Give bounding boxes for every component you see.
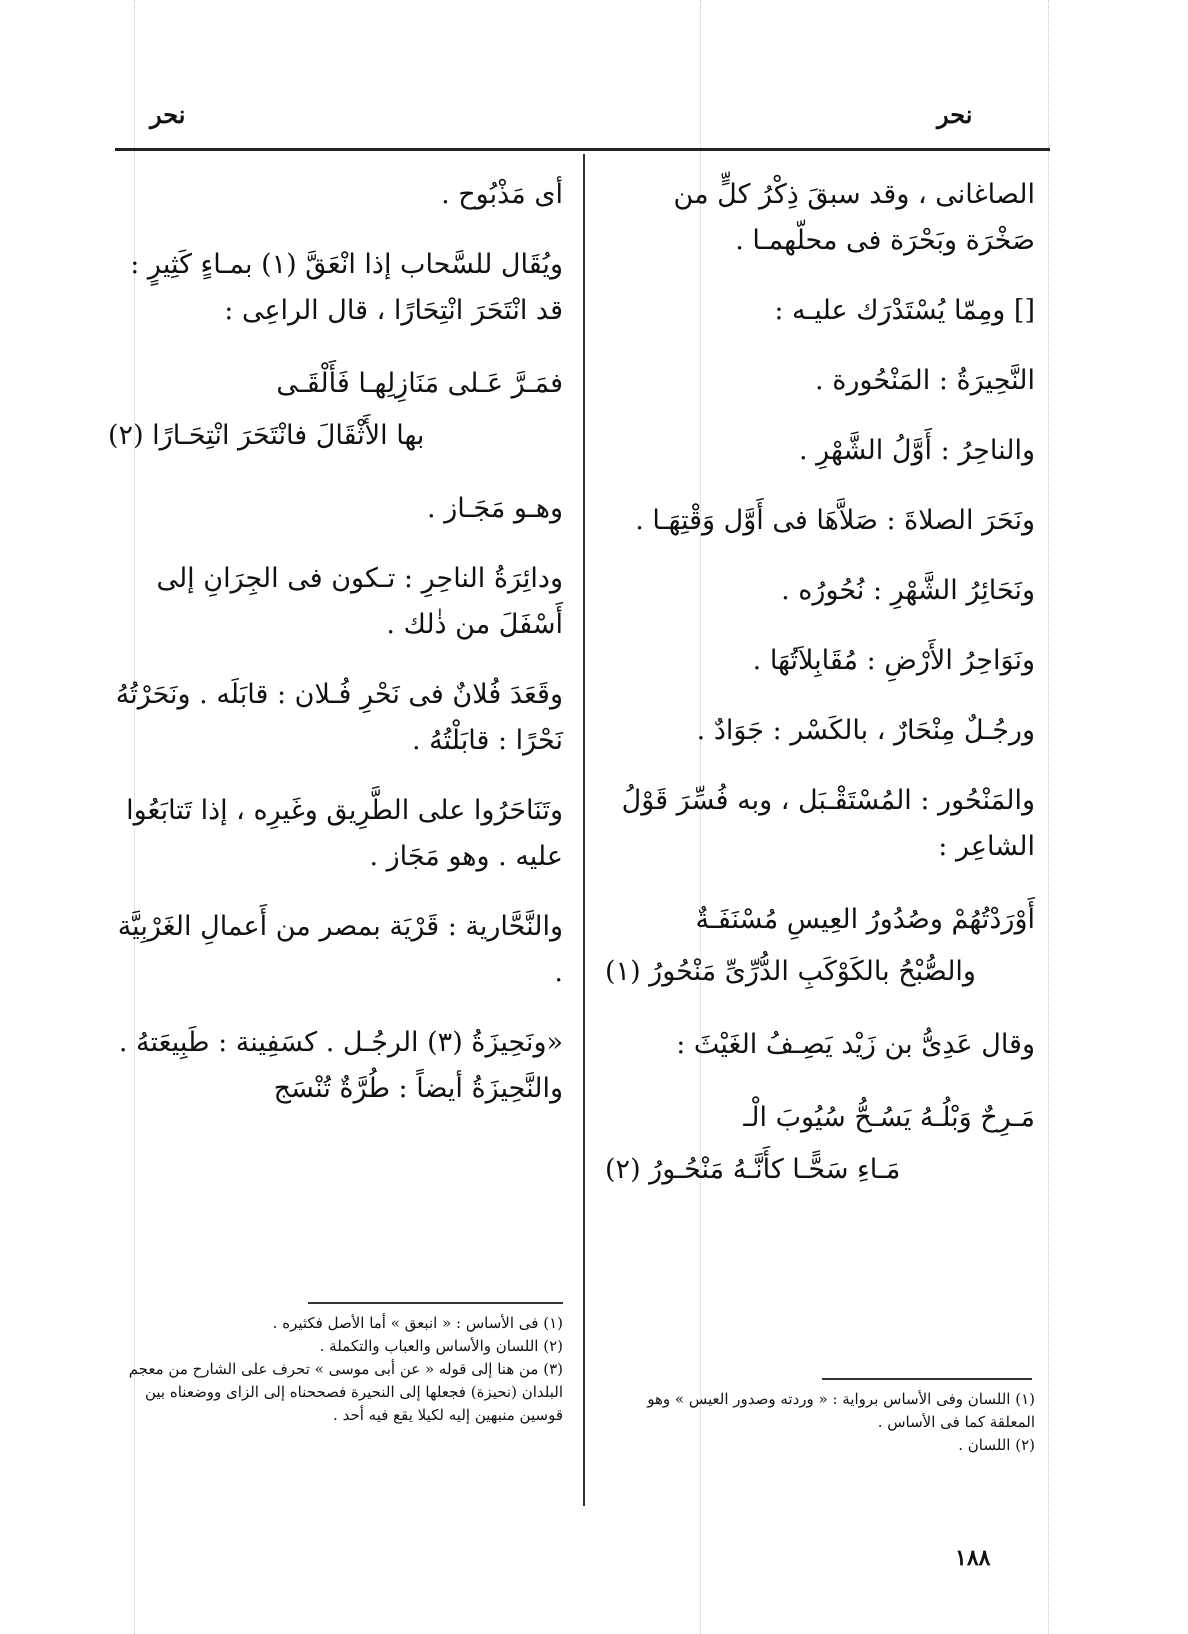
verse-hemistich: مَـرِحٌ وَبْلُـهُ يَسُـحُّ سُيُوبَ الْـ	[743, 1102, 1035, 1133]
paragraph: والناحِرُ : أَوَّلُ الشَّهْرِ .	[798, 435, 1035, 466]
poetry-verse	[108, 358, 563, 462]
footnote: (١) اللسان وفى الأساس برواية : « وردته وصدور العيس » وهو المعلقة كما فى الأساس .	[647, 1390, 1035, 1431]
paragraph: النَّحِيرَةُ : المَنْحُورة .	[815, 365, 1035, 396]
verse-hemistich: مَـاءِ سَحًّـا كأَنَّـهُ مَنْحُـورُ (٢)	[605, 1154, 901, 1185]
right-column	[605, 172, 1035, 1220]
footnote-rule	[822, 1378, 1032, 1380]
left-footnotes	[108, 1312, 563, 1427]
page-number: ١٨٨	[955, 1545, 991, 1571]
paragraph: ونَحَائِرُ الشَّهْرِ : نُحُورُه .	[781, 575, 1035, 606]
verse-hemistich: أَوْرَدْتُهُمْ وصُدُورُ العِيسِ مُسْنَفَـةٌ	[695, 904, 1035, 935]
header-left-word: نحر	[150, 100, 186, 129]
paragraph: وقَعَدَ فُلانٌ فى نَحْرِ فُـلان : قابَلَه . ونَحَرْتُهُ نَحْرًا : قابَلْتُهُ .	[115, 679, 563, 756]
right-footnotes	[605, 1388, 1035, 1457]
footnote: (٢) اللسان والأساس والعباب والتكملة .	[319, 1337, 563, 1355]
paragraph: ويُقَال للسَّحاب إذا انْعَقَّ (١) بمـاءٍ كَثِيرٍ : قد انْتَحَرَ انْتِحَارًا ، قال الراعِى :	[130, 249, 563, 326]
header-rule	[115, 148, 1050, 151]
verse-hemistich: والصُّبْحُ بالكَوْكَبِ الدُّرِّىِّ مَنْحُورُ (١)	[605, 956, 976, 987]
paragraph: الصاغانى ، وقد سبقَ ذِكْرُ كلٍّ من صَخْرَة وبَحْرَة فى محلّهمـا .	[673, 179, 1035, 256]
footnote: (١) فى الأساس : « انبعق » أما الأصل فكثيره .	[272, 1314, 563, 1332]
paragraph: ورجُـلٌ مِنْحَارٌ ، بالكَسْر : جَوَادٌ .	[696, 715, 1035, 746]
paragraph: والمَنْحُور : المُسْتَقْـبَل ، وبه فُسِّرَ قَوْلُ الشاعِر :	[621, 785, 1035, 862]
paragraph: «ونَحِيزَةُ (٣) الرجُـل . كسَفِينة : طَبِيعَتهُ . والنَّحِيزَةُ أيضاً : طُرَّةٌ تُنْسَج	[118, 1027, 563, 1104]
paragraph: والنَّحَّارية : قَرْيَة بمصر من أَعمالِ الغَرْبِيَّة .	[117, 911, 563, 988]
verse-hemistich: فمَـرَّ عَـلى مَنَازِلِهـا فَأَلْقَـى	[276, 368, 563, 399]
footnote-rule	[308, 1302, 563, 1304]
paragraph: أى مَذْبُوح .	[441, 179, 563, 210]
header-right-word: نحر	[937, 100, 973, 129]
paragraph: ونَوَاحِرُ الأَرْضِ : مُقَابِلاَتُهَا .	[752, 645, 1035, 676]
poetry-verse	[605, 894, 1035, 998]
verse-hemistich: بها الأَثْقَالَ فانْتَحَرَ انْتِحَـارًا (٢)	[108, 420, 425, 451]
paragraph: وتَنَاحَرُوا على الطَّرِيق وغَيرِه ، إذا تَتابَعُوا عليه . وهو مَجَاز .	[126, 795, 563, 872]
footnote: (٢) اللسان .	[958, 1436, 1035, 1454]
paragraph: وهـو مَجَـاز .	[427, 493, 563, 524]
paragraph: ودائِرَةُ الناحِرِ : تـكون فى الجِرَانِ إلى أَسْفَلَ من ذٰلك .	[156, 563, 563, 640]
paragraph: ونَحَرَ الصلاةَ : صَلاَّهَا فى أَوَّل وَقْتِهَـا .	[635, 505, 1035, 536]
poetry-verse	[605, 1092, 1035, 1196]
paragraph: وقال عَدِىُّ بن زَيْد يَصِـفُ الغَيْثَ :	[676, 1029, 1035, 1060]
scan-dotted-line	[1048, 0, 1049, 1634]
left-column	[108, 172, 563, 1136]
footnote: (٣) من هنا إلى قوله « عن أبى موسى » تحرف على الشارح من معجم البلدان (نحيزة) فجعلها إلى النحيرة فصححناه إلى الزاى ووضعناه بين قوسين منبهين إليه لكيلا يقع فيه أحد .	[128, 1360, 563, 1424]
paragraph: [] ومِمّا يُسْتَدْرَك عليـه :	[774, 295, 1035, 326]
column-divider	[583, 154, 585, 1506]
